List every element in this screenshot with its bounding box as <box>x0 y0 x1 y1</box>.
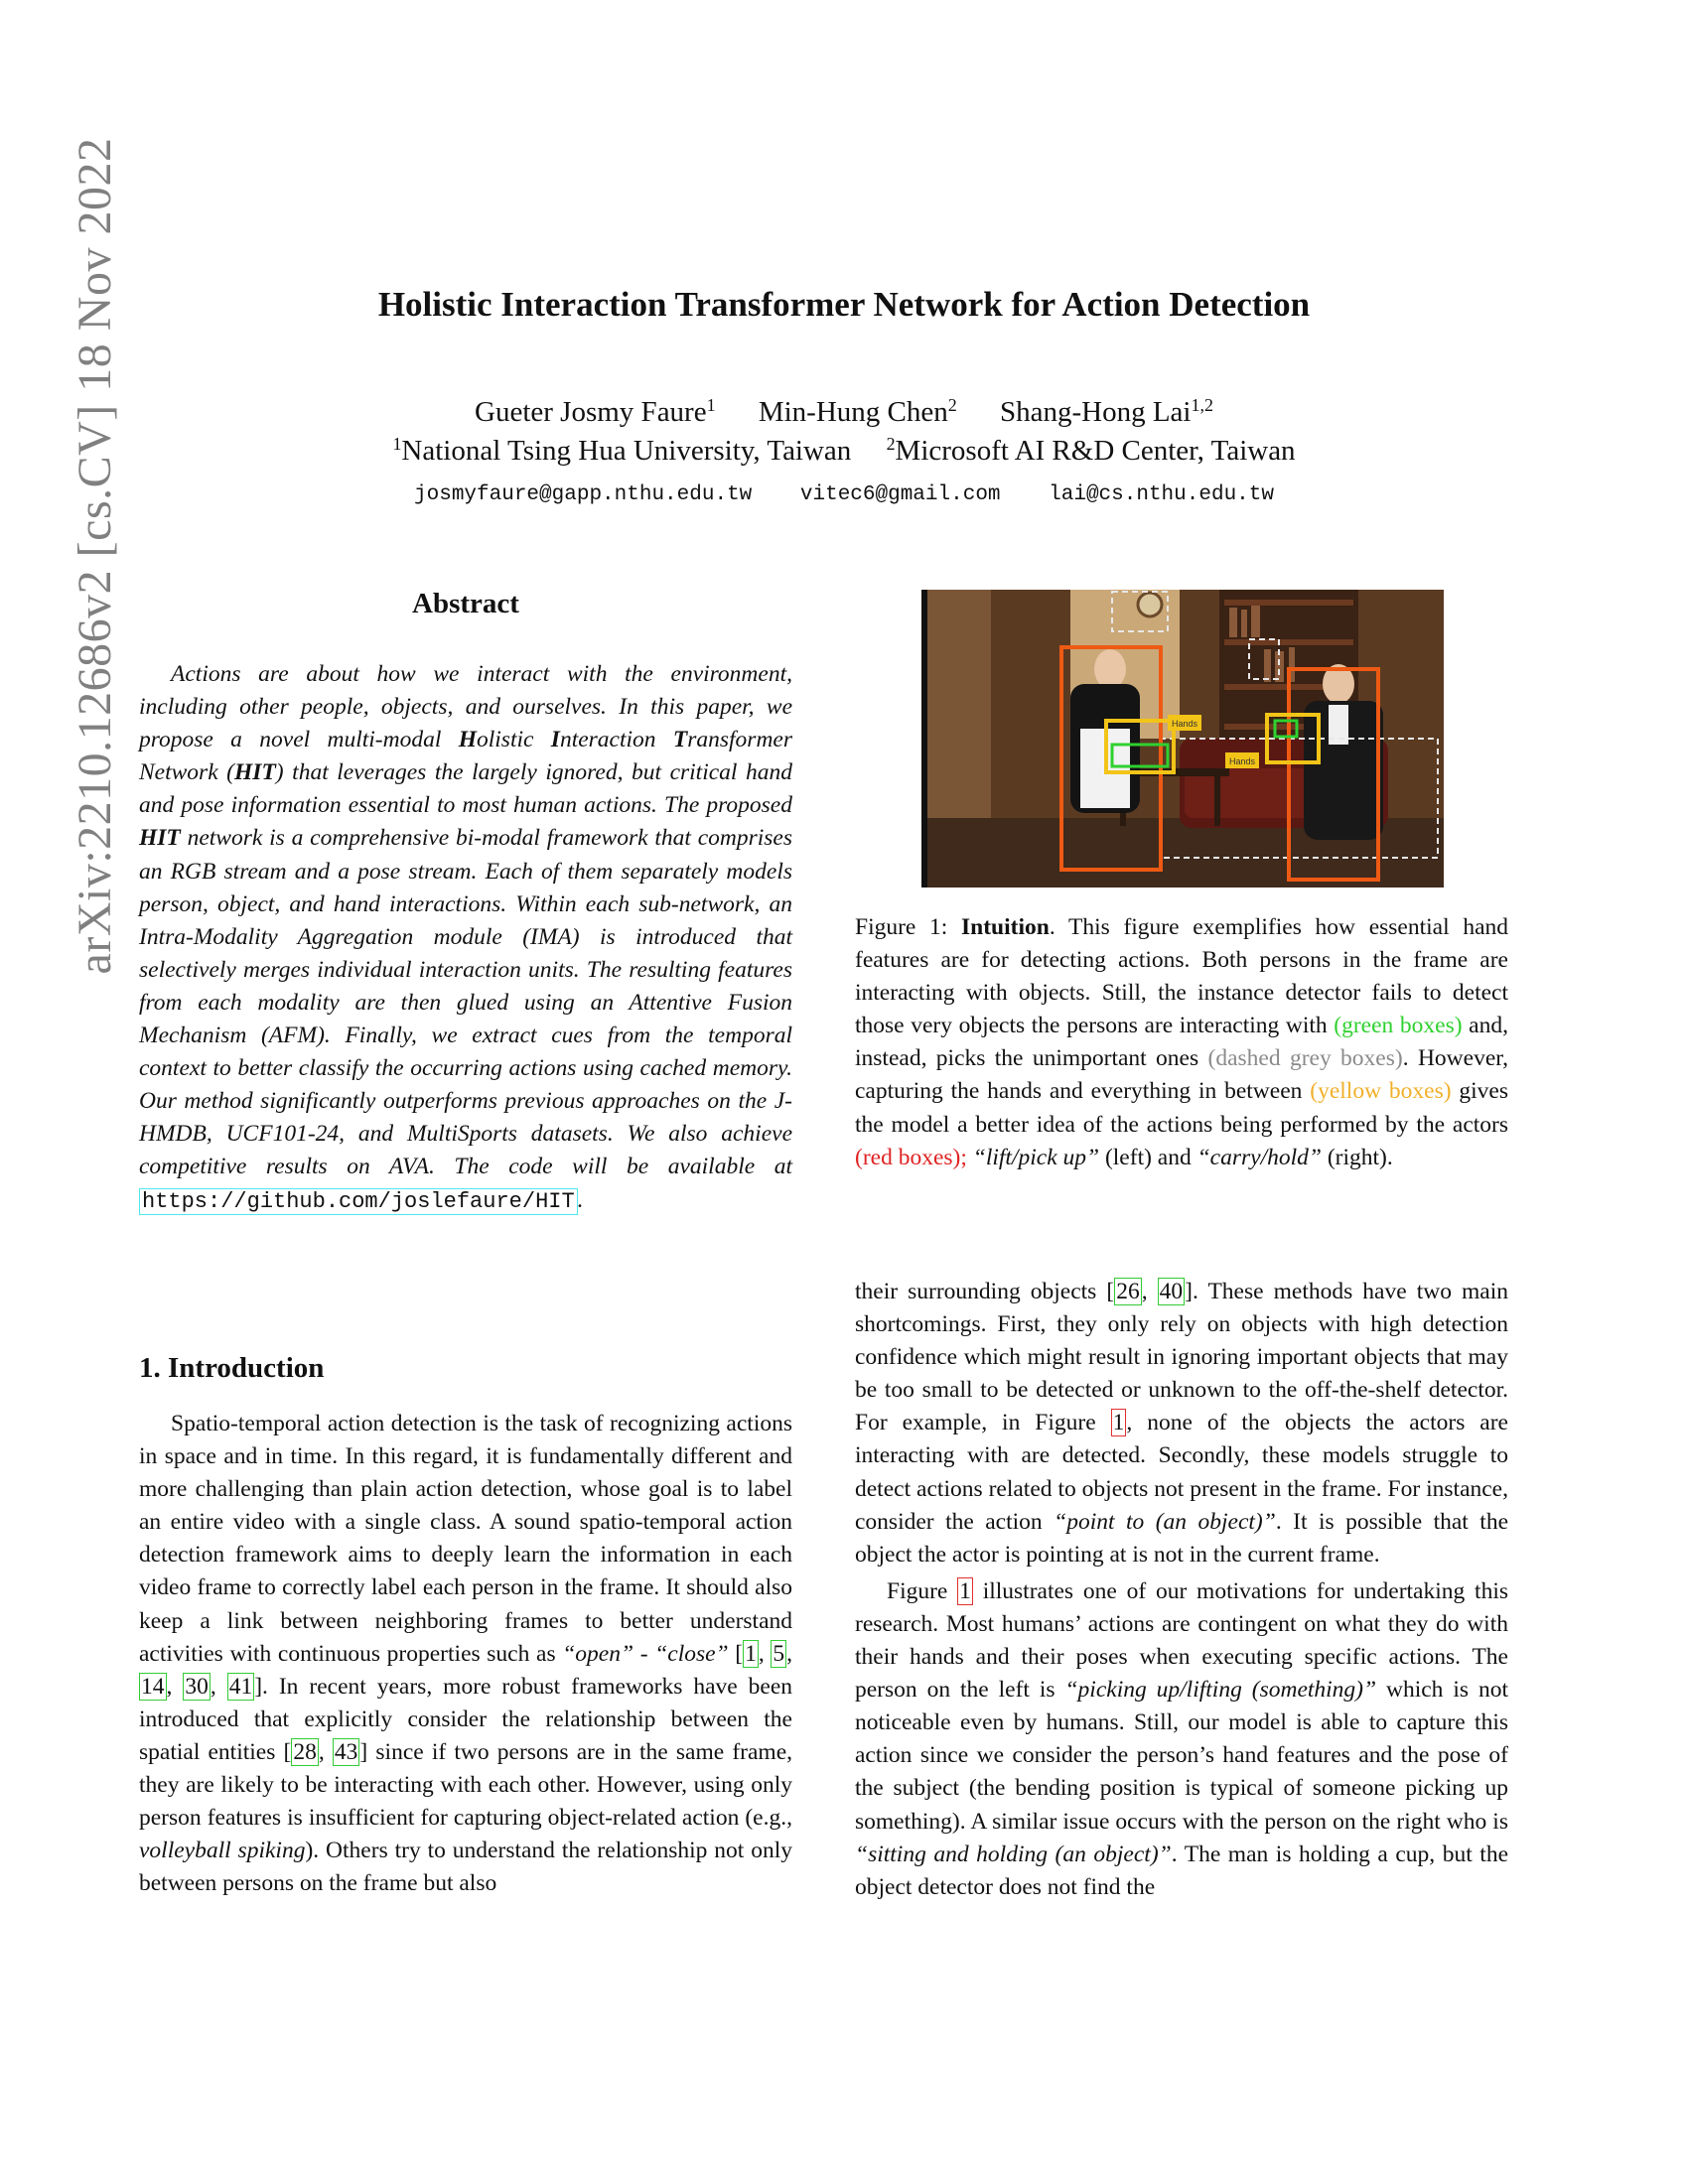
author-list <box>0 396 1688 429</box>
text-run: network is a comprehensive bi-modal framework that comprises an RGB stream and a pose stream. Each of them separately models person, object, and hand interactions. Within each sub-network, an Intra-Modality Aggregation module (IMA) is introduced that selectively merges individual interaction units. The resulting features from each modality are then glued using an Attentive Fusion Mechanism (AFM). Finally, we extract cues from the temporal context to better classify the occurring actions using cached memory. Our method significantly outperforms previous approaches on the J-HMDB, UCF101-24, and MultiSports datasets. We also achieve competitive results on AVA. The code will be available at <box>139 825 792 1180</box>
bold-letter: H <box>458 727 477 753</box>
intro-text <box>139 1408 792 1900</box>
abstract-heading: Abstract <box>412 588 519 619</box>
intro-heading: 1. Introduction <box>139 1352 325 1384</box>
text-run: ] since if two persons are in the same frame, they are likely to be interacting with each other. However, using only person features is insufficient for capturing object-related action (e.g., <box>139 1738 793 1832</box>
quote: “open” <box>562 1640 634 1667</box>
text-run: . The man is holding a cup, but the object detector does not find the <box>855 1841 1508 1900</box>
emphasis: “sitting and holding (an object)” <box>855 1841 1172 1867</box>
text-run: Figure <box>887 1577 958 1604</box>
affiliation-list <box>0 435 1688 468</box>
author-name: Min-Hung Chen <box>758 396 948 428</box>
author-name: Shang-Hong Lai <box>999 396 1192 428</box>
text-run: which is not noticeable even by humans. Still, our model is able to capture this action since we consider the person’s hand features and the pose of the subject (the bending position is typical of someone picking up something). A similar issue occurs with the person on the right who is <box>855 1677 1508 1835</box>
affiliation-name: National Tsing Hua University, Taiwan <box>401 435 852 467</box>
text-run: their surrounding objects [ <box>855 1279 1115 1304</box>
affiliation-sup: 1 <box>392 434 402 455</box>
emphasis: “carry/hold” <box>1196 1144 1322 1170</box>
citation-link[interactable]: 30 <box>185 1673 209 1700</box>
text-run: (left) and <box>1099 1144 1197 1170</box>
author-name: Gueter Josmy Faure <box>475 396 707 428</box>
caption-prefix: Figure 1: <box>855 914 962 940</box>
text-run: (right). <box>1321 1144 1393 1170</box>
text-run: . <box>577 1186 584 1213</box>
text-run: - <box>633 1640 655 1667</box>
text-run: . However, capturing the hands and everything in between <box>855 1045 1509 1105</box>
affiliation-2 <box>887 435 1296 468</box>
bold-letter: I <box>550 727 560 753</box>
text-run: illustrates one of our motivations for undertaking this research. Most humans’ actions are contingent on what they do with their hands and their poses when executing specific actions. The person on the left is <box>855 1577 1509 1704</box>
text-run: , none of the objects the actors are interacting with are detected. Secondly, these models struggle to detect actions related to objects not present in the frame. For instance, consider the action <box>855 1410 1508 1535</box>
hit-acronym: HIT <box>234 759 276 786</box>
author-2 <box>759 396 957 429</box>
email-1[interactable]: josmyfaure@gapp.nthu.edu.tw <box>414 483 753 506</box>
citation-link[interactable]: 14 <box>141 1673 165 1700</box>
email-3[interactable]: lai@cs.nthu.edu.tw <box>1049 483 1274 506</box>
emphasis: “lift/pick up” <box>972 1144 1100 1170</box>
text-run: ]. These methods have two main shortcomings. First, they only rely on objects with high detection confidence which might result in ignoring important objects that may be too small to be detected or unknown to the off-the-shelf detector. For example, in Figure <box>855 1279 1509 1436</box>
affiliation-sup: 2 <box>886 434 896 455</box>
hands-label: Hands <box>1171 719 1198 729</box>
affiliation-name: Microsoft AI R&D Center, Taiwan <box>895 435 1296 467</box>
citation-link[interactable]: 40 <box>1159 1279 1184 1304</box>
author-3 <box>1000 396 1213 429</box>
affiliation-1 <box>392 435 851 468</box>
grey-legend-text: (dashed grey boxes) <box>1207 1045 1403 1072</box>
text-run: . It is possible that the object the actor is pointing at is not in the current frame. <box>855 1508 1508 1568</box>
email-2[interactable]: vitec6@gmail.com <box>799 483 1001 506</box>
citation-link[interactable]: 28 <box>293 1738 317 1765</box>
figure-scene-svg <box>921 590 1444 887</box>
text-run: ) that leverages the largely ignored, but critical hand and pose information essential to most human actions. The proposed <box>139 759 792 819</box>
emphasis: volleyball spiking <box>139 1838 306 1864</box>
body-paragraph <box>855 1575 1508 1904</box>
right-column-text <box>855 1276 1508 1904</box>
text-run: [ <box>728 1640 744 1667</box>
yellow-legend-text: (yellow boxes) <box>1310 1078 1452 1105</box>
red-legend-text: (red boxes) <box>855 1144 961 1170</box>
bold-letter: T <box>672 727 688 753</box>
citation-link[interactable]: 1 <box>745 1640 757 1667</box>
text-run: ; <box>960 1144 973 1170</box>
author-sup: 2 <box>947 395 957 416</box>
figure-1-caption <box>855 911 1508 1174</box>
text-run: ransformer Network ( <box>139 727 792 786</box>
abstract-text <box>139 658 792 1218</box>
text-run: nteraction <box>559 727 673 753</box>
intro-paragraph: Spatio-temporal action detection is the task of recognizing actions in space and in time. In this regard, it is fundamentally different and more challenging than plain action detection, whose goal is to label an entire video with a single class. A sound spatio-temporal action detection framework aims to deeply learn the information in each video frame to correctly label each person in the frame. It should also keep a link between neighboring frames to better understand activities with continuous properties such as “open” - “close” [1, 5, 14, 30, 41]. In recent years, more robust frameworks have been introduced that explicitly consider the relationship between the spatial entities [28, 43] since if two persons are in the same frame, they are likely to be interacting with each other. However, using only person features is insufficient for capturing object-related action (e.g., volleyball spiking). Others try to understand the relationship not only between persons on the frame but also <box>139 1411 793 1897</box>
hit-acronym: HIT <box>139 825 181 852</box>
text-run: Spatio-temporal action detection is the task of recognizing actions in space and in time. In this regard, it is fundamentally different and more challenging than plain action detection, whose goal is to label an entire video with a single class. A sound spatio-temporal action detection framework aims to deeply learn the information in each video frame to correctly label each person in the frame. It should also keep a link between neighboring frames to better understand activities with continuous properties such as <box>139 1411 792 1667</box>
abstract-paragraph <box>139 658 792 1218</box>
code-link[interactable]: https://github.com/joslefaure/HIT <box>139 1188 578 1215</box>
hands-label: Hands <box>1228 756 1256 766</box>
email-list <box>0 483 1688 506</box>
citation-link[interactable]: 43 <box>334 1738 358 1765</box>
text-run: . This figure exemplifies how essential hand features are for detecting actions. Both persons in the frame are interacting with objects. Still, the instance detector fails to detect those very objects the persons are interacting with <box>855 914 1508 1039</box>
caption-bold: Intuition <box>961 914 1050 940</box>
author-1 <box>475 396 716 429</box>
text-run: olistic <box>477 727 551 753</box>
text-run: gives the model a better idea of the actions being performed by the actors <box>855 1078 1509 1138</box>
green-legend-text: (green boxes) <box>1334 1013 1463 1039</box>
figure-1-image <box>921 590 1444 887</box>
quote: “close” <box>654 1640 729 1667</box>
emphasis: “picking up/lifting (something)” <box>1064 1677 1377 1704</box>
citation-link[interactable]: 5 <box>773 1640 785 1667</box>
arxiv-stamp: arXiv:2210.12686v2 [cs.CV] 18 Nov 2022 <box>69 137 121 975</box>
text-run: and, instead, picks the unimportant ones <box>855 1013 1508 1072</box>
paper-title: Holistic Interaction Transformer Network for Action Detection <box>377 285 1311 324</box>
author-sup: 1,2 <box>1191 395 1213 416</box>
figure-ref-link[interactable]: 1 <box>1112 1410 1125 1436</box>
text-run: Actions are about how we interact with the environment, including other people, objects, and ourselves. In this paper, we propose a novel multi-modal <box>139 661 792 753</box>
text-run: ]. In recent years, more robust frameworks have been introduced that explicitly consider the relationship between the spatial entities [ <box>139 1673 793 1765</box>
author-sup: 1 <box>706 395 716 416</box>
citation-link[interactable]: 41 <box>228 1673 253 1700</box>
text-run: ). Others try to understand the relationship not only between persons on the frame but also <box>139 1838 793 1897</box>
emphasis: “point to (an object)” <box>1054 1508 1276 1535</box>
body-paragraph: their surrounding objects [26, 40]. These methods have two main shortcomings. First, they only rely on objects with high detection confidence which might result in ignoring important objects that may be too small to be detected or unknown to the off-the-shelf detector. For example, in Figure 1, none of the objects the actors are interacting with are detected. Secondly, these models struggle to detect actions related to objects not present in the frame. For instance, consider the action “point to (an object)”. It is possible that the object the actor is pointing at is not in the current frame. <box>855 1279 1509 1568</box>
citation-link[interactable]: 26 <box>1116 1279 1140 1304</box>
figure-ref-link[interactable]: 1 <box>959 1577 971 1604</box>
